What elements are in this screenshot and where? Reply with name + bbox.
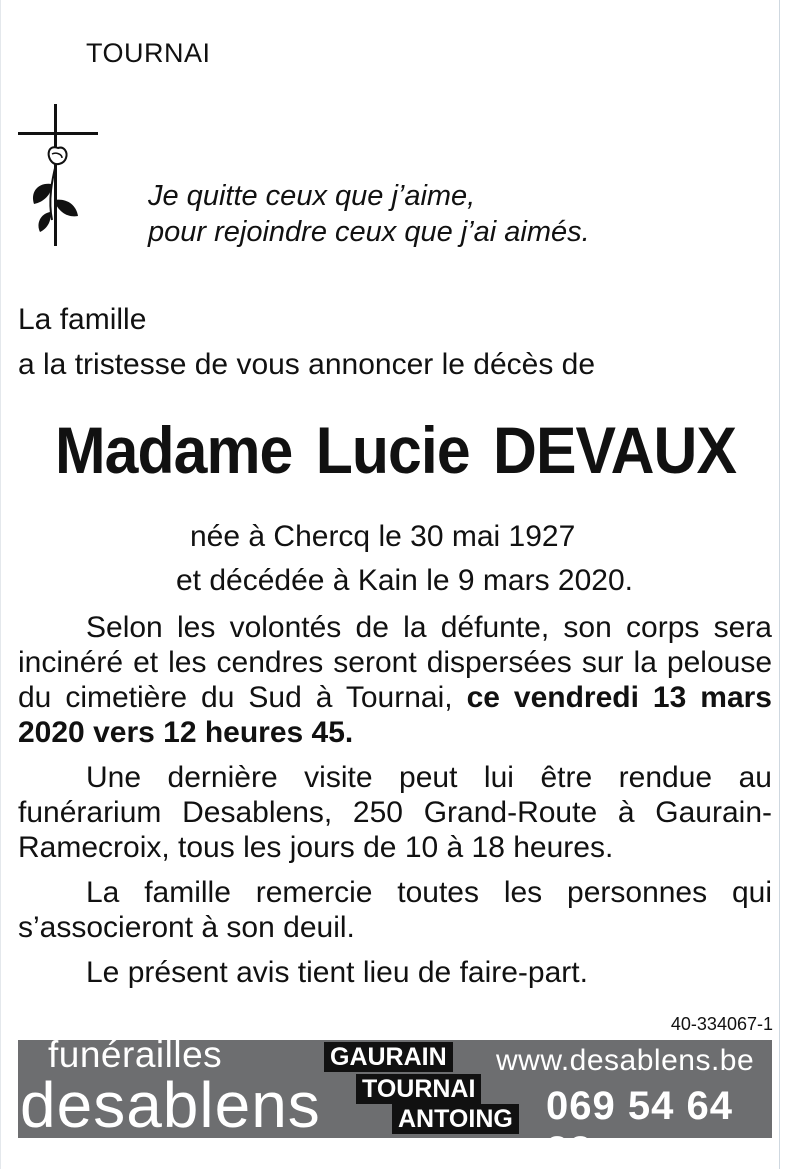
page-border-left <box>0 0 1 1169</box>
location-gaurain: GAURAIN <box>324 1042 453 1072</box>
announcement-intro <box>18 297 595 387</box>
visit-paragraph: Une dernière visite peut lui être rendue au funérarium Desablens, 250 Grand-Route à Gaurain-Ramecroix, tous les jours de 10 à 18 heures. <box>18 761 772 864</box>
reference-number: 40-334067-1 <box>670 1014 773 1034</box>
funeral-home-banner <box>18 1034 772 1173</box>
death-info: et décédée à Kain le 9 mars 2020. <box>176 564 633 597</box>
thanks-paragraph: La famille remercie toutes les personnes qui s’associeront à son deuil. <box>18 876 772 944</box>
deceased-name: Madame Lucie DEVAUX <box>54 413 737 487</box>
location-antoing: ANTOING <box>392 1104 519 1134</box>
birth-info: née à Chercq le 30 mai 1927 <box>190 520 576 553</box>
notice-body <box>18 610 772 1000</box>
brand-name: desablens <box>20 1069 321 1141</box>
quote-line-1: Je quitte ceux que j’aime, <box>148 180 476 212</box>
intro-line-1: La famille <box>18 303 147 336</box>
page-border-right <box>779 0 780 1169</box>
location-tournai: TOURNAI <box>356 1074 481 1104</box>
ceremony-paragraph <box>18 610 772 750</box>
website-link[interactable]: www.desablens.be <box>496 1044 755 1077</box>
ceremony-text: Selon les volontés de la défunte, son corps sera incinéré et les cendres seront dispersées sur la pelouse du cimetière du Sud à Tournai, <box>18 611 772 714</box>
quote-line-2: pour rejoindre ceux que j’ai aimés. <box>148 216 590 248</box>
intro-line-2: a la tristesse de vous annoncer le décès de <box>18 348 596 381</box>
brand-subtitle: funérailles <box>48 1034 223 1075</box>
phone-number: 069 54 64 22 <box>546 1084 733 1173</box>
memorial-quote <box>148 178 590 250</box>
notice-paragraph: Le présent avis tient lieu de faire-part. <box>86 956 588 989</box>
city-heading: TOURNAI <box>86 38 211 68</box>
cross-with-rose-icon <box>18 100 100 250</box>
ceremony-date: ce vendredi 13 mars 2020 vers 12 heures 45. <box>18 681 772 749</box>
